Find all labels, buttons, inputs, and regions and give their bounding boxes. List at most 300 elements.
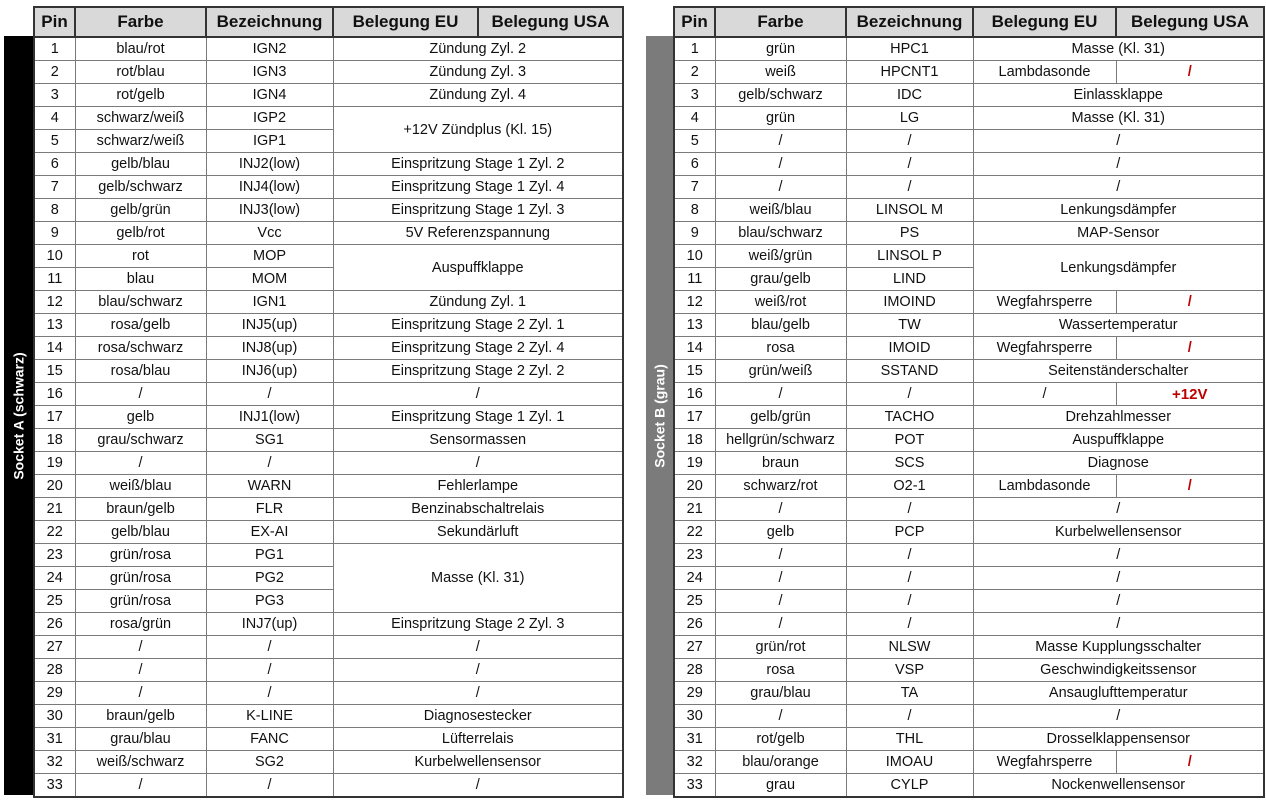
farbe-cell: / xyxy=(75,636,206,659)
table-row xyxy=(34,682,623,705)
pin-cell: 21 xyxy=(674,498,715,521)
farbe-cell: weiß/schwarz xyxy=(75,751,206,774)
bezeichnung-cell: INJ5(up) xyxy=(206,314,333,337)
bezeichnung-cell: LIND xyxy=(846,268,973,291)
farbe-cell: / xyxy=(75,659,206,682)
belegung-eu-usa-cell: Lenkungsdämpfer xyxy=(973,245,1264,291)
bezeichnung-cell: WARN xyxy=(206,475,333,498)
belegung-eu-usa-cell: Einspritzung Stage 2 Zyl. 1 xyxy=(333,314,623,337)
table-row xyxy=(34,659,623,682)
pin-cell: 16 xyxy=(674,383,715,406)
farbe-cell: grün/rosa xyxy=(75,567,206,590)
belegung-eu-usa-cell: / xyxy=(333,383,623,406)
table-row xyxy=(674,544,1264,567)
pin-cell: 32 xyxy=(34,751,75,774)
pin-cell: 9 xyxy=(674,222,715,245)
pin-cell: 23 xyxy=(34,544,75,567)
header-belegung-eu: Belegung EU xyxy=(973,7,1116,37)
pin-cell: 7 xyxy=(674,176,715,199)
bezeichnung-cell: SG1 xyxy=(206,429,333,452)
bezeichnung-cell: FANC xyxy=(206,728,333,751)
table-row xyxy=(674,199,1264,222)
belegung-usa-cell: / xyxy=(1116,475,1264,498)
farbe-cell: rot xyxy=(75,245,206,268)
farbe-cell: gelb/rot xyxy=(75,222,206,245)
belegung-usa-cell: / xyxy=(1116,291,1264,314)
socket-a-rows xyxy=(34,37,623,797)
belegung-eu-usa-cell: Einspritzung Stage 2 Zyl. 4 xyxy=(333,337,623,360)
farbe-cell: / xyxy=(75,383,206,406)
header-belegung-usa: Belegung USA xyxy=(478,7,623,37)
bezeichnung-cell: IGP1 xyxy=(206,130,333,153)
belegung-eu-usa-cell: Masse Kupplungsschalter xyxy=(973,636,1264,659)
socket-a-label: Socket A (schwarz) xyxy=(10,351,27,480)
belegung-eu-usa-cell: Fehlerlampe xyxy=(333,475,623,498)
farbe-cell: weiß/blau xyxy=(715,199,846,222)
farbe-cell: schwarz/weiß xyxy=(75,130,206,153)
farbe-cell: blau/gelb xyxy=(715,314,846,337)
socket-b-table xyxy=(673,6,1265,798)
pin-cell: 5 xyxy=(674,130,715,153)
table-row xyxy=(34,222,623,245)
table-row xyxy=(674,130,1264,153)
pin-cell: 12 xyxy=(34,291,75,314)
table-row xyxy=(674,314,1264,337)
bezeichnung-cell: / xyxy=(846,153,973,176)
pin-cell: 13 xyxy=(674,314,715,337)
bezeichnung-cell: SSTAND xyxy=(846,360,973,383)
table-row xyxy=(674,751,1264,774)
farbe-cell: schwarz/weiß xyxy=(75,107,206,130)
pin-cell: 8 xyxy=(34,199,75,222)
farbe-cell: / xyxy=(715,383,846,406)
pin-cell: 4 xyxy=(34,107,75,130)
table-row xyxy=(674,452,1264,475)
farbe-cell: gelb xyxy=(715,521,846,544)
table-row xyxy=(674,590,1264,613)
farbe-cell: hellgrün/schwarz xyxy=(715,429,846,452)
table-row xyxy=(34,199,623,222)
bezeichnung-cell: LG xyxy=(846,107,973,130)
pin-cell: 19 xyxy=(674,452,715,475)
socket-b-side-label xyxy=(646,36,673,795)
table-row xyxy=(34,636,623,659)
belegung-eu-usa-cell: / xyxy=(973,498,1264,521)
table-row xyxy=(674,429,1264,452)
pin-cell: 7 xyxy=(34,176,75,199)
pin-cell: 27 xyxy=(674,636,715,659)
bezeichnung-cell: PCP xyxy=(846,521,973,544)
bezeichnung-cell: IGN2 xyxy=(206,37,333,61)
table-row xyxy=(34,613,623,636)
belegung-eu-usa-cell: 5V Referenzspannung xyxy=(333,222,623,245)
header-pin: Pin xyxy=(674,7,715,37)
farbe-cell: braun/gelb xyxy=(75,498,206,521)
farbe-cell: grau xyxy=(715,774,846,798)
belegung-eu-usa-cell: Auspuffklappe xyxy=(973,429,1264,452)
bezeichnung-cell: / xyxy=(206,659,333,682)
farbe-cell: rot/gelb xyxy=(75,84,206,107)
table-row xyxy=(34,728,623,751)
belegung-eu-usa-cell: / xyxy=(973,567,1264,590)
belegung-eu-usa-cell: Drosselklappensensor xyxy=(973,728,1264,751)
pin-cell: 20 xyxy=(34,475,75,498)
farbe-cell: grau/blau xyxy=(75,728,206,751)
table-row xyxy=(674,682,1264,705)
belegung-eu-usa-cell: Einspritzung Stage 2 Zyl. 3 xyxy=(333,613,623,636)
table-row xyxy=(34,774,623,798)
pin-cell: 31 xyxy=(674,728,715,751)
belegung-eu-usa-cell: Einspritzung Stage 2 Zyl. 2 xyxy=(333,360,623,383)
bezeichnung-cell: / xyxy=(846,176,973,199)
pin-cell: 15 xyxy=(674,360,715,383)
table-row xyxy=(34,452,623,475)
table-row xyxy=(34,337,623,360)
belegung-eu-usa-cell: +12V Zündplus (Kl. 15) xyxy=(333,107,623,153)
pin-cell: 8 xyxy=(674,199,715,222)
bezeichnung-cell: VSP xyxy=(846,659,973,682)
table-row xyxy=(674,636,1264,659)
pin-cell: 9 xyxy=(34,222,75,245)
pin-cell: 3 xyxy=(34,84,75,107)
table-row xyxy=(34,61,623,84)
farbe-cell: grau/gelb xyxy=(715,268,846,291)
belegung-eu-usa-cell: / xyxy=(973,153,1264,176)
belegung-eu-usa-cell: Auspuffklappe xyxy=(333,245,623,291)
bezeichnung-cell: / xyxy=(846,130,973,153)
belegung-eu-usa-cell: Benzinabschaltrelais xyxy=(333,498,623,521)
farbe-cell: rosa xyxy=(715,337,846,360)
bezeichnung-cell: SCS xyxy=(846,452,973,475)
bezeichnung-cell: / xyxy=(206,682,333,705)
belegung-eu-usa-cell: Diagnosestecker xyxy=(333,705,623,728)
bezeichnung-cell: INJ8(up) xyxy=(206,337,333,360)
bezeichnung-cell: IGN4 xyxy=(206,84,333,107)
farbe-cell: rosa/schwarz xyxy=(75,337,206,360)
farbe-cell: weiß/rot xyxy=(715,291,846,314)
table-row xyxy=(674,176,1264,199)
table-row xyxy=(34,176,623,199)
pin-cell: 32 xyxy=(674,751,715,774)
bezeichnung-cell: / xyxy=(206,774,333,798)
belegung-eu-cell: Wegfahrsperre xyxy=(973,751,1116,774)
table-row xyxy=(674,728,1264,751)
belegung-usa-cell: / xyxy=(1116,61,1264,84)
table-row xyxy=(34,153,623,176)
table-row xyxy=(674,84,1264,107)
pin-cell: 20 xyxy=(674,475,715,498)
table-row xyxy=(34,705,623,728)
farbe-cell: / xyxy=(75,452,206,475)
farbe-cell: grau/schwarz xyxy=(75,429,206,452)
table-row xyxy=(674,245,1264,268)
farbe-cell: gelb/blau xyxy=(75,153,206,176)
pin-cell: 28 xyxy=(674,659,715,682)
table-row xyxy=(674,153,1264,176)
pin-cell: 10 xyxy=(674,245,715,268)
table-header-row xyxy=(674,7,1264,37)
belegung-eu-usa-cell: Lüfterrelais xyxy=(333,728,623,751)
pin-cell: 29 xyxy=(674,682,715,705)
bezeichnung-cell: IMOID xyxy=(846,337,973,360)
farbe-cell: grün/rosa xyxy=(75,544,206,567)
farbe-cell: gelb/grün xyxy=(715,406,846,429)
pin-cell: 1 xyxy=(674,37,715,61)
pin-cell: 33 xyxy=(34,774,75,798)
belegung-eu-usa-cell: Zündung Zyl. 3 xyxy=(333,61,623,84)
header-belegung-usa: Belegung USA xyxy=(1116,7,1264,37)
belegung-eu-usa-cell: Einspritzung Stage 1 Zyl. 3 xyxy=(333,199,623,222)
farbe-cell: weiß/grün xyxy=(715,245,846,268)
belegung-eu-usa-cell: Sekundärluft xyxy=(333,521,623,544)
pin-cell: 30 xyxy=(674,705,715,728)
bezeichnung-cell: SG2 xyxy=(206,751,333,774)
farbe-cell: rosa xyxy=(715,659,846,682)
bezeichnung-cell: IGP2 xyxy=(206,107,333,130)
socket-a-table xyxy=(33,6,624,798)
bezeichnung-cell: TA xyxy=(846,682,973,705)
belegung-eu-usa-cell: / xyxy=(973,544,1264,567)
bezeichnung-cell: LINSOL M xyxy=(846,199,973,222)
bezeichnung-cell: MOP xyxy=(206,245,333,268)
bezeichnung-cell: O2-1 xyxy=(846,475,973,498)
table-row xyxy=(674,222,1264,245)
table-row xyxy=(674,567,1264,590)
table-row xyxy=(34,475,623,498)
table-row xyxy=(34,291,623,314)
pin-cell: 24 xyxy=(34,567,75,590)
bezeichnung-cell: INJ1(low) xyxy=(206,406,333,429)
pin-cell: 25 xyxy=(34,590,75,613)
belegung-eu-usa-cell: Masse (Kl. 31) xyxy=(333,544,623,613)
bezeichnung-cell: IDC xyxy=(846,84,973,107)
farbe-cell: gelb/blau xyxy=(75,521,206,544)
pin-cell: 29 xyxy=(34,682,75,705)
belegung-usa-cell: / xyxy=(1116,751,1264,774)
table-row xyxy=(674,613,1264,636)
farbe-cell: rot/blau xyxy=(75,61,206,84)
bezeichnung-cell: / xyxy=(206,636,333,659)
bezeichnung-cell: / xyxy=(206,383,333,406)
bezeichnung-cell: INJ3(low) xyxy=(206,199,333,222)
farbe-cell: weiß/blau xyxy=(75,475,206,498)
table-row xyxy=(674,61,1264,84)
pin-cell: 22 xyxy=(34,521,75,544)
pin-cell: 14 xyxy=(674,337,715,360)
belegung-eu-usa-cell: Nockenwellensensor xyxy=(973,774,1264,798)
table-row xyxy=(34,383,623,406)
table-row xyxy=(674,659,1264,682)
farbe-cell: / xyxy=(715,498,846,521)
farbe-cell: grün/weiß xyxy=(715,360,846,383)
pin-cell: 15 xyxy=(34,360,75,383)
bezeichnung-cell: IGN3 xyxy=(206,61,333,84)
pin-cell: 23 xyxy=(674,544,715,567)
bezeichnung-cell: PG1 xyxy=(206,544,333,567)
farbe-cell: blau/orange xyxy=(715,751,846,774)
bezeichnung-cell: INJ2(low) xyxy=(206,153,333,176)
belegung-eu-usa-cell: Diagnose xyxy=(973,452,1264,475)
pin-cell: 13 xyxy=(34,314,75,337)
bezeichnung-cell: PG2 xyxy=(206,567,333,590)
farbe-cell: / xyxy=(75,682,206,705)
socket-a-side-label xyxy=(4,36,33,795)
table-row xyxy=(674,521,1264,544)
pin-cell: 28 xyxy=(34,659,75,682)
header-bezeichnung: Bezeichnung xyxy=(846,7,973,37)
farbe-cell: / xyxy=(715,705,846,728)
belegung-eu-cell: Wegfahrsperre xyxy=(973,291,1116,314)
farbe-cell: grau/blau xyxy=(715,682,846,705)
belegung-eu-usa-cell: Sensormassen xyxy=(333,429,623,452)
bezeichnung-cell: INJ4(low) xyxy=(206,176,333,199)
farbe-cell: / xyxy=(715,130,846,153)
pin-cell: 25 xyxy=(674,590,715,613)
belegung-eu-usa-cell: / xyxy=(973,590,1264,613)
bezeichnung-cell: / xyxy=(846,590,973,613)
table-row xyxy=(34,429,623,452)
farbe-cell: rosa/gelb xyxy=(75,314,206,337)
belegung-usa-cell: +12V xyxy=(1116,383,1264,406)
belegung-eu-usa-cell: / xyxy=(973,176,1264,199)
pin-cell: 4 xyxy=(674,107,715,130)
pin-cell: 11 xyxy=(34,268,75,291)
belegung-eu-usa-cell: Lenkungsdämpfer xyxy=(973,199,1264,222)
table-header-row xyxy=(34,7,623,37)
farbe-cell: / xyxy=(715,613,846,636)
table-row xyxy=(34,521,623,544)
pin-cell: 19 xyxy=(34,452,75,475)
pin-cell: 21 xyxy=(34,498,75,521)
pin-cell: 5 xyxy=(34,130,75,153)
farbe-cell: / xyxy=(715,153,846,176)
belegung-eu-usa-cell: / xyxy=(333,774,623,798)
pin-cell: 31 xyxy=(34,728,75,751)
table-row xyxy=(34,107,623,130)
bezeichnung-cell: / xyxy=(206,452,333,475)
bezeichnung-cell: PS xyxy=(846,222,973,245)
table-row xyxy=(674,383,1264,406)
belegung-eu-usa-cell: Kurbelwellensensor xyxy=(973,521,1264,544)
belegung-eu-usa-cell: Ansauglufttemperatur xyxy=(973,682,1264,705)
farbe-cell: grün/rot xyxy=(715,636,846,659)
belegung-eu-usa-cell: / xyxy=(333,659,623,682)
pin-cell: 17 xyxy=(34,406,75,429)
belegung-eu-cell: Wegfahrsperre xyxy=(973,337,1116,360)
pin-cell: 30 xyxy=(34,705,75,728)
pin-cell: 11 xyxy=(674,268,715,291)
table-row xyxy=(674,705,1264,728)
farbe-cell: braun xyxy=(715,452,846,475)
belegung-eu-usa-cell: Einspritzung Stage 1 Zyl. 4 xyxy=(333,176,623,199)
pin-cell: 6 xyxy=(674,153,715,176)
bezeichnung-cell: CYLP xyxy=(846,774,973,798)
belegung-eu-usa-cell: / xyxy=(333,682,623,705)
bezeichnung-cell: / xyxy=(846,567,973,590)
table-row xyxy=(674,498,1264,521)
farbe-cell: grün xyxy=(715,37,846,61)
belegung-eu-cell: Lambdasonde xyxy=(973,61,1116,84)
farbe-cell: blau xyxy=(75,268,206,291)
socket-b-label: Socket B (grau) xyxy=(651,363,668,468)
belegung-eu-usa-cell: Einspritzung Stage 1 Zyl. 1 xyxy=(333,406,623,429)
pin-cell: 33 xyxy=(674,774,715,798)
bezeichnung-cell: EX-AI xyxy=(206,521,333,544)
pin-cell: 14 xyxy=(34,337,75,360)
belegung-eu-usa-cell: MAP-Sensor xyxy=(973,222,1264,245)
belegung-eu-usa-cell: / xyxy=(973,613,1264,636)
belegung-eu-usa-cell: Wassertemperatur xyxy=(973,314,1264,337)
table-row xyxy=(34,314,623,337)
table-row xyxy=(674,360,1264,383)
farbe-cell: gelb/grün xyxy=(75,199,206,222)
table-row xyxy=(674,291,1264,314)
table-row xyxy=(674,774,1264,798)
farbe-cell: rot/gelb xyxy=(715,728,846,751)
farbe-cell: grün/rosa xyxy=(75,590,206,613)
socket-b-rows xyxy=(674,37,1264,797)
farbe-cell: blau/schwarz xyxy=(715,222,846,245)
bezeichnung-cell: / xyxy=(846,544,973,567)
table-row xyxy=(34,751,623,774)
belegung-eu-usa-cell: / xyxy=(333,452,623,475)
table-row xyxy=(34,406,623,429)
bezeichnung-cell: / xyxy=(846,498,973,521)
bezeichnung-cell: TW xyxy=(846,314,973,337)
farbe-cell: schwarz/rot xyxy=(715,475,846,498)
bezeichnung-cell: NLSW xyxy=(846,636,973,659)
belegung-eu-usa-cell: / xyxy=(333,636,623,659)
belegung-eu-usa-cell: / xyxy=(973,705,1264,728)
pin-cell: 18 xyxy=(674,429,715,452)
header-belegung-eu: Belegung EU xyxy=(333,7,478,37)
pin-cell: 27 xyxy=(34,636,75,659)
farbe-cell: gelb/schwarz xyxy=(75,176,206,199)
pin-cell: 1 xyxy=(34,37,75,61)
bezeichnung-cell: INJ6(up) xyxy=(206,360,333,383)
farbe-cell: / xyxy=(715,567,846,590)
pin-cell: 6 xyxy=(34,153,75,176)
belegung-eu-usa-cell: Einlassklappe xyxy=(973,84,1264,107)
belegung-eu-usa-cell: / xyxy=(973,130,1264,153)
table-row xyxy=(34,498,623,521)
belegung-eu-usa-cell: Zündung Zyl. 2 xyxy=(333,37,623,61)
farbe-cell: / xyxy=(715,176,846,199)
bezeichnung-cell: IMOIND xyxy=(846,291,973,314)
pin-cell: 2 xyxy=(674,61,715,84)
bezeichnung-cell: FLR xyxy=(206,498,333,521)
pin-cell: 18 xyxy=(34,429,75,452)
table-row xyxy=(34,360,623,383)
table-row xyxy=(34,544,623,567)
pin-cell: 26 xyxy=(34,613,75,636)
farbe-cell: grün xyxy=(715,107,846,130)
belegung-eu-usa-cell: Zündung Zyl. 1 xyxy=(333,291,623,314)
bezeichnung-cell: / xyxy=(846,705,973,728)
pin-cell: 10 xyxy=(34,245,75,268)
bezeichnung-cell: INJ7(up) xyxy=(206,613,333,636)
bezeichnung-cell: IGN1 xyxy=(206,291,333,314)
farbe-cell: weiß xyxy=(715,61,846,84)
farbe-cell: blau/rot xyxy=(75,37,206,61)
bezeichnung-cell: / xyxy=(846,383,973,406)
table-row xyxy=(674,475,1264,498)
table-row xyxy=(674,37,1264,61)
pin-cell: 16 xyxy=(34,383,75,406)
header-bezeichnung: Bezeichnung xyxy=(206,7,333,37)
pin-cell: 22 xyxy=(674,521,715,544)
pin-cell: 12 xyxy=(674,291,715,314)
